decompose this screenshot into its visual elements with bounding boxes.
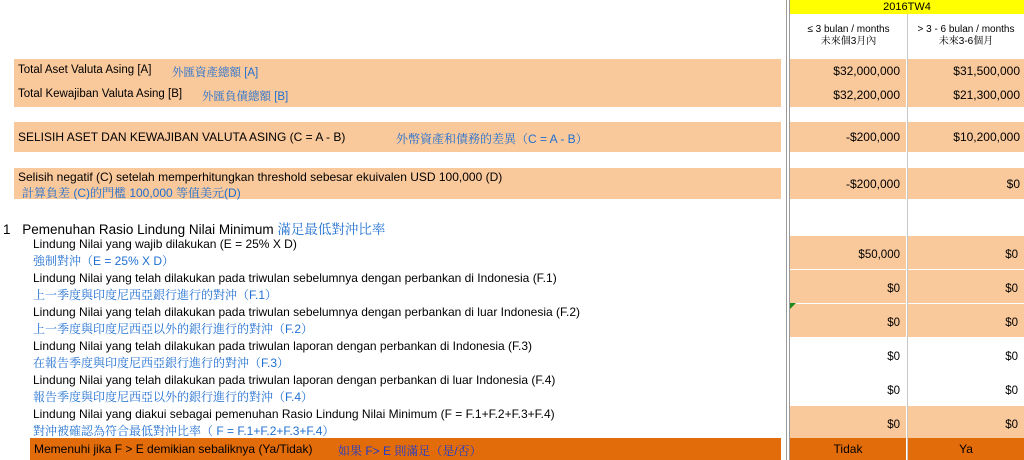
cell-item-f4-1[interactable] [790,372,906,405]
cell-value: $0 [887,351,900,363]
cell-value: $0 [1005,419,1018,431]
cell-value: $0 [1005,351,1018,363]
row-total-asset-label-cn: 外匯資產總額 [A] [172,67,259,79]
cell-item-f-1[interactable] [790,406,906,439]
cell-item-f1-1[interactable] [790,270,906,303]
cell-selisih-2[interactable] [908,122,1024,152]
cell-item-f4-2[interactable] [908,372,1024,405]
row-result-label: Memenuhi jika F > E demikian sebaliknya (Ya/Tidak) [34,442,313,456]
cell-value: $0 [1005,385,1018,397]
row-result-label-cn: 如果 F> E 則滿足（是/否） [338,444,482,458]
item-f-label: Lindung Nilai yang diakui sebagai pemenuhan Rasio Lindung Nilai Minimum (F = F.1+F.2+F.3+F.4) [33,407,555,421]
item-f4-label-cn: 報告季度與印度尼西亞以外的銀行進行的對沖（F.4） [33,390,314,404]
cell-item-f-2[interactable] [908,406,1024,439]
cell-value: Tidak [833,442,863,456]
item-e-label: Lindung Nilai yang wajib dilakukan (E = 25% X D) [33,237,297,251]
period-header [790,0,1024,14]
item-f4-label: Lindung Nilai yang telah dilakukan pada triwulan laporan dengan perbankan di luar Indonesia (F.4) [33,373,556,387]
cell-item-f1-2[interactable] [908,270,1024,303]
cell-value: $0 [1006,177,1020,191]
comment-indicator-icon[interactable] [790,303,796,309]
item-f3-label-cn: 在報告季度與印度尼西亞銀行進行的對沖（F.3） [33,356,290,370]
cell-total-liab-2[interactable] [908,83,1024,107]
cell-value: $32,200,000 [833,88,900,102]
column-header-2-line2: 未來3-6個月 [938,36,994,47]
column-header-2-line1: > 3 - 6 bulan / months [917,24,1015,35]
cell-item-f2-1[interactable] [790,304,906,337]
row-total-asset-label: Total Aset Valuta Asing [A] [18,64,152,76]
cell-selisih-1[interactable] [790,122,906,152]
row-total-liab [14,83,781,107]
row-selisih-label-cn: 外幣資產和債務的差異（C = A - B） [396,132,588,146]
row-total-liab-label-cn: 外匯負債總額 [B] [202,91,289,103]
cell-negatif-1[interactable] [790,168,906,199]
item-f2-label: Lindung Nilai yang telah dilakukan pada triwulan sebelumnya dengan perbankan di luar Indonesia (F.2) [33,305,581,319]
cell-value: $50,000 [858,249,900,261]
row-total-liab-label: Total Kewajiban Valuta Asing [B] [18,88,183,100]
cell-item-e-2[interactable] [908,236,1024,269]
cell-value: $0 [887,283,900,295]
cell-value: $0 [1005,249,1018,261]
cell-total-asset-2[interactable] [908,59,1024,83]
cell-item-f3-2[interactable] [908,338,1024,371]
cell-total-asset-1[interactable] [790,59,906,83]
cell-item-e-1[interactable] [790,236,906,269]
section-title: Pemenuhan Rasio Lindung Nilai Minimum [22,222,274,237]
cell-value: $0 [887,419,900,431]
cell-item-f2-2[interactable] [908,304,1024,337]
column-divider [786,0,787,460]
row-negatif-label-cn: 計算負差 (C)的門檻 100,000 等值美元(D) [22,186,241,200]
row-negatif [14,168,781,199]
item-f1-label-cn: 上一季度與印度尼西亞銀行進行的對沖（F.1） [33,288,278,302]
section-header [3,218,385,238]
item-f3-label: Lindung Nilai yang telah dilakukan pada triwulan laporan dengan perbankan di Indonesia (F.3) [33,339,533,353]
cell-value: $0 [1005,317,1018,329]
row-selisih [14,122,781,152]
cell-item-f3-1[interactable] [790,338,906,371]
item-f1-label: Lindung Nilai yang telah dilakukan pada triwulan sebelumnya dengan perbankan di Indonesia (F.1) [33,271,557,285]
column-header-2 [908,24,1024,48]
column-header-1-line2: 未來個3月內 [820,36,877,47]
cell-value: -$200,000 [845,130,900,144]
cell-value: $21,300,000 [953,88,1020,102]
cell-value: $0 [887,385,900,397]
cell-value: $0 [887,317,900,329]
column-header-1 [790,24,907,48]
cell-value: $32,000,000 [833,64,900,78]
cell-value: $31,500,000 [953,64,1020,78]
cell-negatif-2[interactable] [908,168,1024,199]
cell-value: $10,200,000 [953,130,1020,144]
row-selisih-label: SELISIH ASET DAN KEWAJIBAN VALUTA ASING (C = A - B) [18,130,346,144]
item-f-label-cn: 對沖被確認為符合最低對沖比率（ F = F.1+F.2+F.3+F.4） [33,424,335,438]
cell-value: Ya [959,442,973,456]
row-result [30,438,781,460]
cell-result-2[interactable] [908,438,1024,460]
section-title-cn: 滿足最低對沖比率 [277,222,386,237]
cell-value: $0 [1005,283,1018,295]
section-number: 1 [3,222,11,237]
period-label: 2016TW4 [883,1,931,13]
row-negatif-label: Selisih negatif (C) setelah memperhitungkan threshold sebesar ekuivalen USD 100,000 (D) [18,170,503,184]
cell-value: -$200,000 [845,177,900,191]
item-f2-label-cn: 上一季度與印度尼西亞以外的銀行進行的對沖（F.2） [33,322,314,336]
cell-result-1[interactable] [790,438,906,460]
column-header-1-line1: ≤ 3 bulan / months [807,24,890,35]
row-total-asset [14,59,781,83]
item-e-label-cn: 強制對沖（E = 25% X D） [33,254,175,268]
cell-total-liab-1[interactable] [790,83,906,107]
